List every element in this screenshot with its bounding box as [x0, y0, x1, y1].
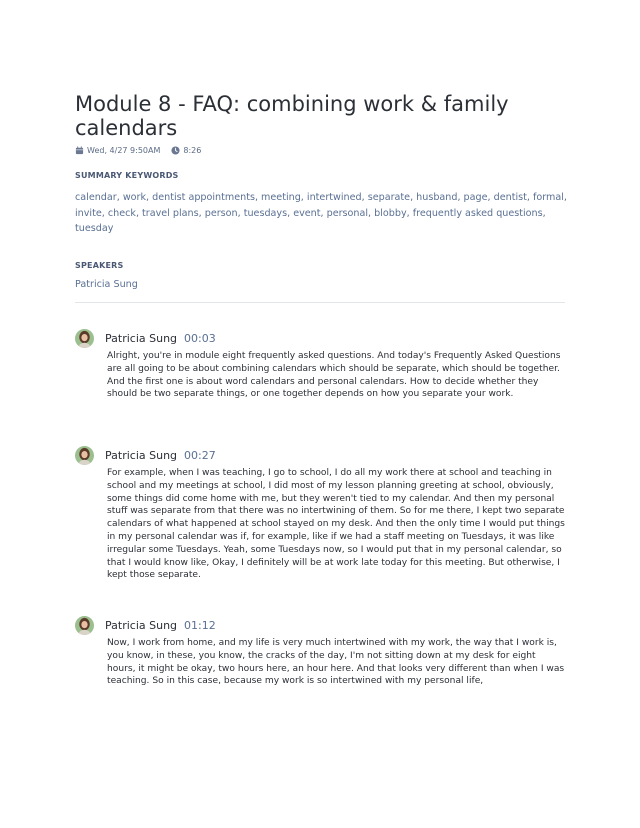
transcript-entry — [75, 327, 570, 401]
timestamp[interactable]: 00:27 — [184, 448, 216, 462]
duration-meta — [171, 146, 201, 155]
speaker-avatar — [75, 329, 94, 348]
date-meta — [75, 146, 160, 155]
timestamp[interactable]: 01:12 — [184, 618, 216, 632]
meta-row — [75, 146, 570, 155]
speaker-name: Patricia Sung — [105, 448, 178, 462]
speakers-list: Patricia Sung — [75, 279, 138, 290]
keywords-list: calendar, work, dentist appointments, meeting, intertwined, separate, husband, page, dentist, formal, invite, check, travel plans, person, tuesdays, event, personal, blobby, frequently asked questions, tuesday — [75, 192, 567, 234]
calendar-icon — [75, 146, 84, 155]
divider — [75, 302, 565, 303]
transcript-text: Now, I work from home, and my life is very much intertwined with my work, the way that I work is, you know, in these, you know, the cracks of the day, I'm not sitting down at my desk for eight hours, it might be okay, two hours here, an hour here. And that looks very different than when I was teaching. So in this case, because my work is so intertwined with my personal life, — [107, 638, 565, 687]
entry-header — [75, 327, 570, 349]
timestamp[interactable]: 00:03 — [184, 331, 216, 345]
date-text: Wed, 4/27 9:50AM — [87, 146, 161, 155]
clock-icon — [171, 146, 180, 155]
transcript-text: Alright, you're in module eight frequently asked questions. And today's Frequently Asked Questions are all going to be about combining calendars which should be separate, which should be together. And the first one is about word calendars and personal calendars. How to decide whether they should be two separate things, or one together depends on how you separate your work. — [107, 351, 561, 400]
transcript-text: For example, when I was teaching, I go to school, I do all my work there at school and teaching in school and my meetings at school, I did most of my lesson planning greeting at school, obviously, some things did come home with me, but they weren't tied to my calendar. And then my personal stuff was separate from that there was no intertwining of them. So for me there, I kept two separate calendars of what happened at school stayed on my desk. And then the only time I would put things in my personal calendar was if, for example, like if we had a staff meeting on Tuesdays, it was like irregular some Tuesdays. Yeah, some Tuesdays now, so I would put that in my personal calendar, so that I would know like, Okay, I definitely will be at work late today for this meeting. But otherwise, I kept those separate. — [107, 468, 565, 581]
speaker-avatar — [75, 616, 94, 635]
speaker-avatar — [75, 446, 94, 465]
transcript-entry — [75, 444, 570, 582]
header — [75, 92, 570, 155]
speakers-label: SPEAKERS — [75, 261, 124, 270]
entry-header — [75, 614, 570, 636]
speaker-name: Patricia Sung — [105, 331, 178, 345]
speaker-name: Patricia Sung — [105, 618, 178, 632]
transcript-entry — [75, 614, 570, 688]
page-title: Module 8 - FAQ: combining work & family calendars — [75, 92, 509, 140]
summary-keywords-label: SUMMARY KEYWORDS — [75, 171, 179, 180]
duration-text: 8:26 — [183, 146, 202, 155]
entry-header — [75, 444, 570, 466]
